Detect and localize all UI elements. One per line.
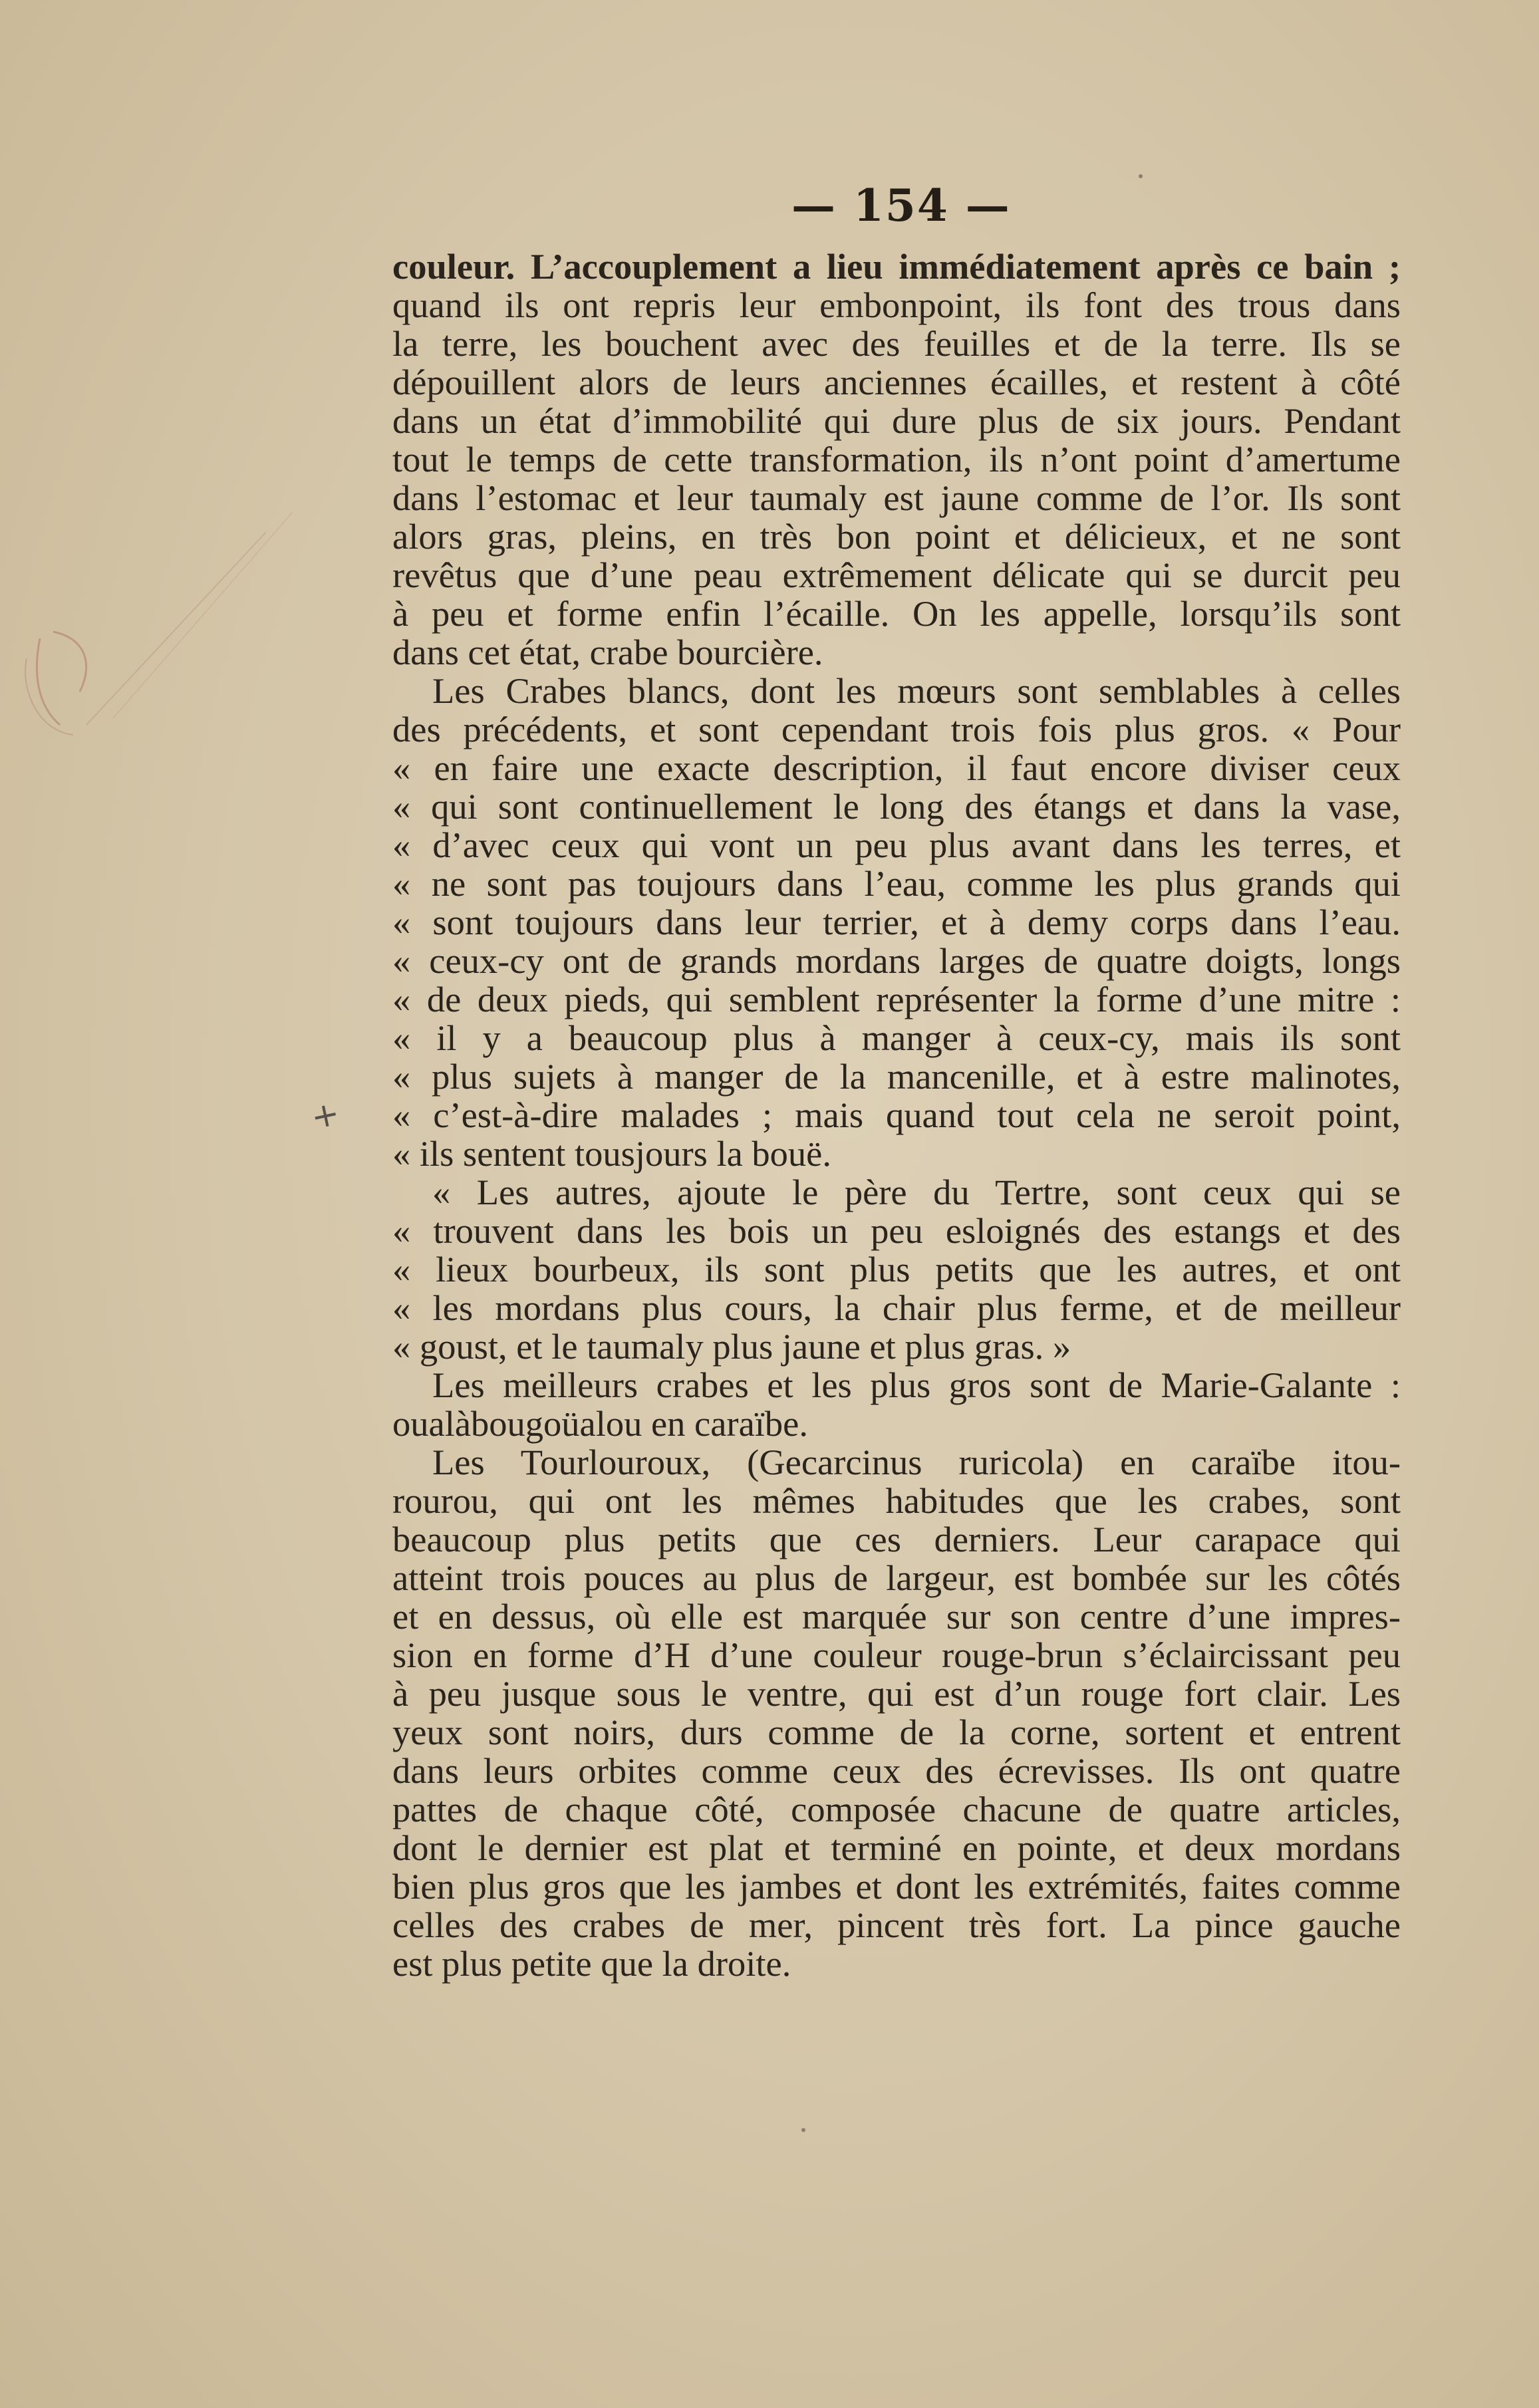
text-line: oualàbougoüalou en caraïbe. [392, 1403, 808, 1444]
text-line: bien plus gros que les jambes et dont les extrémités, faites comme [392, 1866, 1401, 1907]
text-line: « en faire une exacte description, il faut encore diviser ceux [392, 747, 1401, 788]
text-line: et en dessus, où elle est marquée sur son centre d’une impres- [392, 1596, 1401, 1637]
text-line: « goust, et le taumaly plus jaune et plus gras. » [392, 1326, 1071, 1367]
text-line: « d’avec ceux qui vont un peu plus avant dans les terres, et [392, 825, 1401, 865]
text-line: dans l’estomac et leur taumaly est jaune comme de l’or. Ils sont [392, 477, 1401, 518]
margin-annotation: + [307, 1093, 343, 1137]
text-line: à peu jusque sous le ventre, qui est d’un rouge fort clair. Les [392, 1673, 1401, 1714]
text-line: « sont toujours dans leur terrier, et à demy corps dans l’eau. [392, 902, 1401, 942]
text-line: alors gras, pleins, en très bon point et délicieux, et ne sont [392, 516, 1401, 557]
text-line: « il y a beaucoup plus à manger à ceux-cy, mais ils sont [392, 1017, 1401, 1058]
text-line: « ils sentent tousjours la bouë. [392, 1133, 831, 1174]
text-line: Les Crabes blancs, dont les mœurs sont semblables à celles [432, 670, 1401, 711]
speck [1139, 174, 1143, 178]
text-line: « c’est-à-dire malades ; mais quand tout cela ne seroit point, [392, 1095, 1401, 1135]
text-line: dans un état d’immobilité qui dure plus de six jours. Pendant [392, 400, 1401, 441]
body-text [392, 247, 1401, 1983]
text-line: yeux sont noirs, durs comme de la corne, sortent et entrent [392, 1712, 1401, 1752]
text-line: « ne sont pas toujours dans l’eau, comme les plus grands qui [392, 863, 1401, 904]
text-line: la terre, les bouchent avec des feuilles et de la terre. Ils se [392, 323, 1401, 364]
page-number: — 154 — [791, 180, 1011, 231]
text-line: rourou, qui ont les mêmes habitudes que les crabes, sont [392, 1480, 1401, 1521]
text-line: dans cet état, crabe bourcière. [392, 632, 823, 672]
text-line: « trouvent dans les bois un peu esloignés des estangs et des [392, 1210, 1401, 1251]
text-line: celles des crabes de mer, pincent très fort. La pince gauche [392, 1905, 1401, 1945]
text-line: tout le temps de cette transformation, ils n’ont point d’amertume [392, 439, 1401, 479]
speck [801, 2128, 805, 2132]
text-line: « lieux bourbeux, ils sont plus petits que les autres, et ont [392, 1249, 1401, 1289]
text-line: atteint trois pouces au plus de largeur, est bombée sur les côtés [392, 1557, 1401, 1598]
text-line: Les Tourlouroux, (Gecarcinus ruricola) en caraïbe itou- [432, 1442, 1401, 1482]
text-line: des précédents, et sont cependant trois fois plus gros. « Pour [392, 709, 1401, 749]
text-line: couleur. L’accouplement a lieu immédiatement après ce bain ; [392, 246, 1401, 287]
text-line: revêtus que d’une peau extrêmement délicate qui se durcit peu [392, 555, 1401, 595]
text-line: dont le dernier est plat et terminé en pointe, et deux mordans [392, 1827, 1401, 1868]
text-line: « les mordans plus cours, la chair plus ferme, et de meilleur [392, 1287, 1401, 1328]
text-line: dans leurs orbites comme ceux des écrevisses. Ils ont quatre [392, 1750, 1401, 1791]
text-line: « ceux-cy ont de grands mordans larges de quatre doigts, longs [392, 940, 1401, 981]
text-line: est plus petite que la droite. [392, 1943, 791, 1984]
text-line: « plus sujets à manger de la mancenille, et à estre malinotes, [392, 1056, 1401, 1097]
text-line: pattes de chaque côté, composée chacune de quatre articles, [392, 1789, 1401, 1829]
margin-stain [13, 505, 306, 785]
text-line: dépouillent alors de leurs anciennes écailles, et restent à côté [392, 362, 1401, 402]
text-line: Les meilleurs crabes et les plus gros sont de Marie-Galante : [432, 1365, 1401, 1405]
text-line: « de deux pieds, qui semblent représenter la forme d’une mitre : [392, 979, 1401, 1019]
text-line: « Les autres, ajoute le père du Tertre, sont ceux qui se [432, 1172, 1401, 1212]
text-line: à peu et forme enfin l’écaille. On les appelle, lorsqu’ils sont [392, 593, 1401, 634]
text-line: beaucoup plus petits que ces derniers. Leur carapace qui [392, 1519, 1401, 1559]
text-line: sion en forme d’H d’une couleur rouge-brun s’éclaircissant peu [392, 1635, 1401, 1675]
text-line: quand ils ont repris leur embonpoint, ils font des trous dans [392, 285, 1401, 325]
text-line: « qui sont continuellement le long des étangs et dans la vase, [392, 786, 1401, 827]
